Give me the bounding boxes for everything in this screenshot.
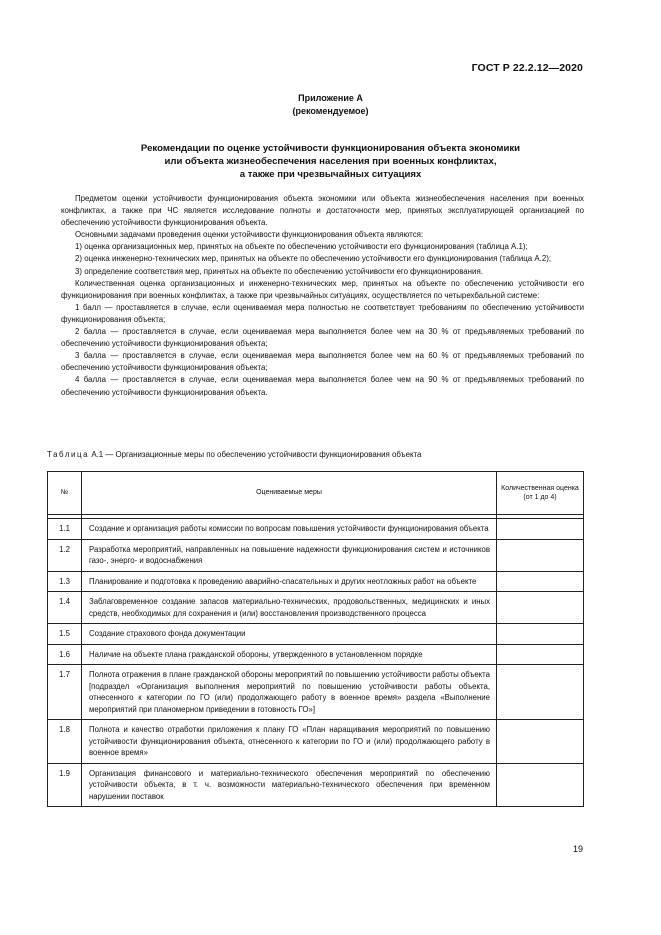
standard-designation: ГОСТ Р 22.2.12—2020	[471, 62, 583, 74]
header-measure: Оцениваемые меры	[82, 472, 497, 515]
table-row	[48, 644, 584, 665]
row-score[interactable]	[497, 592, 584, 624]
table-row	[48, 720, 584, 764]
row-measure: Полнота отражения в плане гражданской обороны мероприятий по повышению устойчивости работы объекта [подраздел «Организация выполнения мероприятий по повышению устойчивости работы объекта, отнесенного к категории по ГО (или) продолжающего работу в военное время» раздела «Выполнение мероприятий при планомерном приведении в готовность ГО»]	[82, 665, 497, 720]
row-measure: Наличие на объекте плана гражданской обороны, утвержденного в установленном порядке	[82, 644, 497, 665]
paragraph: 3 балла — проставляется в случае, если оцениваемая мера выполняется более чем на 60 % от предъявляемых требований по обеспечению устойчивости функционирования объекта;	[61, 351, 584, 373]
paragraph: 3) определение соответствия мер, принятых на объекте по обеспечению устойчивости его функционирования.	[75, 266, 483, 276]
table-row	[48, 571, 584, 592]
paragraph: Количественная оценка организационных и инженерно-технических мер, принятых на объекте по обеспечению устойчивости его функционирования при военных конфликтах, а также при чрезвычайных ситуациях, осуществляется по четырехбальной системе:	[61, 278, 584, 300]
title-line: или объекта жизнеобеспечения населения при военных конфликтах,	[164, 156, 497, 167]
paragraph: 2 балла — проставляется в случае, если оцениваемая мера выполняется более чем на 30 % от предъявляемых требований по обеспечению устойчивости функционирования объекта;	[61, 327, 584, 349]
paragraph: 2) оценка инженерно-технических мер, принятых на объекте по обеспечению устойчивости его функционирования (таблица А.2);	[75, 254, 552, 264]
title-line: а также при чрезвычайных ситуациях	[239, 169, 422, 180]
table-row	[48, 624, 584, 645]
paragraph: 1) оценка организационных мер, принятых на объекте по обеспечению устойчивости его функционирования (таблица А.1);	[75, 242, 528, 252]
table-caption	[47, 450, 607, 459]
paragraph: 4 балла — проставляется в случае, если оцениваемая мера выполняется более чем на 90 % от предъявляемых требований по обеспечению устойчивости функционирования объекта.	[61, 375, 584, 397]
table-row	[48, 519, 584, 540]
row-measure: Заблаговременное создание запасов материально-технических, продовольственных, медицинских и иных средств, необходимых для сохранения и (или) восстановления производственного процесса	[82, 592, 497, 624]
row-score[interactable]	[497, 624, 584, 645]
measures-table	[47, 471, 584, 807]
table-row	[48, 665, 584, 720]
appendix-label: Приложение А	[298, 93, 363, 103]
row-score[interactable]	[497, 763, 584, 807]
row-num: 1.6	[48, 644, 82, 665]
table-row	[48, 539, 584, 571]
row-measure: Создание и организация работы комиссии по вопросам повышения устойчивости функционирования объекта	[82, 519, 497, 540]
table-header-row	[48, 472, 584, 515]
row-score[interactable]	[497, 665, 584, 720]
page-number: 19	[572, 844, 583, 854]
paragraph: Основными задачами проведения оценки устойчивости функционирования объекта являются:	[75, 230, 424, 240]
row-measure: Организация финансового и материально-технического обеспечения мероприятий по обеспечению устойчивости объекта, в т. ч. возможности материально-технического обеспечения при временном нарушении поставок	[82, 763, 497, 807]
row-measure: Планирование и подготовка к проведению аварийно-спасательных и других неотложных работ на объекте	[82, 571, 497, 592]
row-num: 1.8	[48, 720, 82, 764]
row-measure: Полнота и качество отработки приложения к плану ГО «План наращивания мероприятий по повышению устойчивости функционирования объекта, отнесенного к категории по ГО и (или) продолжающего работу в военное время»	[82, 720, 497, 764]
row-score[interactable]	[497, 644, 584, 665]
row-num: 1.3	[48, 571, 82, 592]
row-score[interactable]	[497, 571, 584, 592]
row-measure: Создание страхового фонда документации	[82, 624, 497, 645]
paragraph: 1 балл — проставляется в случае, если оцениваемая мера полностью не соответствует требованиям по обеспечению устойчивости функционирования объекта;	[61, 302, 584, 324]
header-score: Количественная оценка (от 1 до 4)	[497, 472, 584, 515]
document-title	[60, 142, 601, 181]
row-measure: Разработка мероприятий, направленных на повышение надежности функционирования систем и источников газо-, энерго- и водоснабжения	[82, 539, 497, 571]
appendix-type: (рекомендуемое)	[292, 106, 369, 116]
row-score[interactable]	[497, 519, 584, 540]
table-caption-text: А.1 — Организационные меры по обеспечению устойчивости функционирования объекта	[91, 450, 422, 459]
title-line: Рекомендации по оценке устойчивости функционирования объекта экономики	[140, 143, 521, 154]
body-text	[61, 193, 584, 399]
paragraph: Предметом оценки устойчивости функционирования объекта экономики или объекта жизнеобеспечения населения при военных конфликтах, а также при ЧС является исследование полноты и достаточности мер, принятых эксплуатирующей организацией по обеспечению устойчивости функционирования объекта.	[61, 194, 584, 228]
table-caption-label: Таблица	[47, 450, 90, 459]
row-num: 1.9	[48, 763, 82, 807]
row-num: 1.2	[48, 539, 82, 571]
table-row	[48, 763, 584, 807]
row-score[interactable]	[497, 720, 584, 764]
row-num: 1.1	[48, 519, 82, 540]
row-num: 1.5	[48, 624, 82, 645]
row-num: 1.4	[48, 592, 82, 624]
appendix-heading	[0, 92, 661, 118]
table-row	[48, 592, 584, 624]
header-num: №	[48, 472, 82, 515]
row-score[interactable]	[497, 539, 584, 571]
row-num: 1.7	[48, 665, 82, 720]
